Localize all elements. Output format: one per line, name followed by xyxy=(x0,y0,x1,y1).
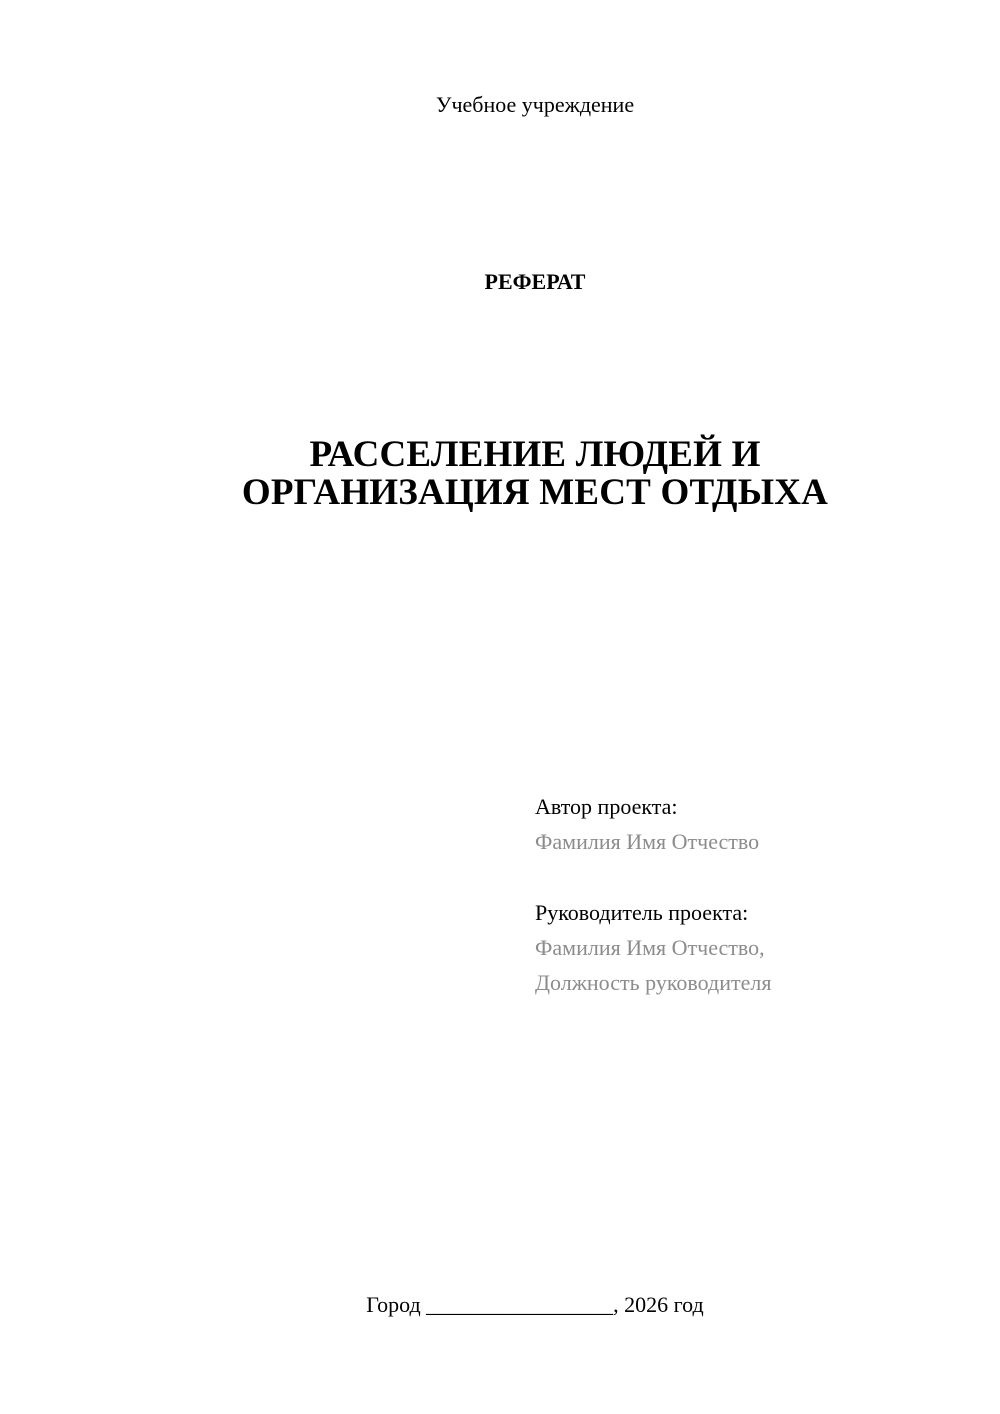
author-name: Фамилия Имя Отчество xyxy=(535,829,760,854)
supervisor-name: Фамилия Имя Отчество, xyxy=(535,935,765,960)
city-year-line: Город _________________, 2026 год xyxy=(366,1292,704,1317)
supervisor-label: Руководитель проекта: xyxy=(535,900,749,925)
institution-name: Учебное учреждение xyxy=(435,92,635,117)
document-title-line-2: ОРГАНИЗАЦИЯ МЕСТ ОТДЫХА xyxy=(241,472,829,513)
author-label: Автор проекта: xyxy=(535,794,678,819)
document-title-line-1: РАССЕЛЕНИЕ ЛЮДЕЙ И xyxy=(309,434,761,475)
document-type: РЕФЕРАТ xyxy=(484,269,586,294)
document-title xyxy=(0,436,1000,512)
credits-spacer xyxy=(535,859,975,895)
credits-block xyxy=(535,789,975,1000)
supervisor-position: Должность руководителя xyxy=(535,970,772,995)
